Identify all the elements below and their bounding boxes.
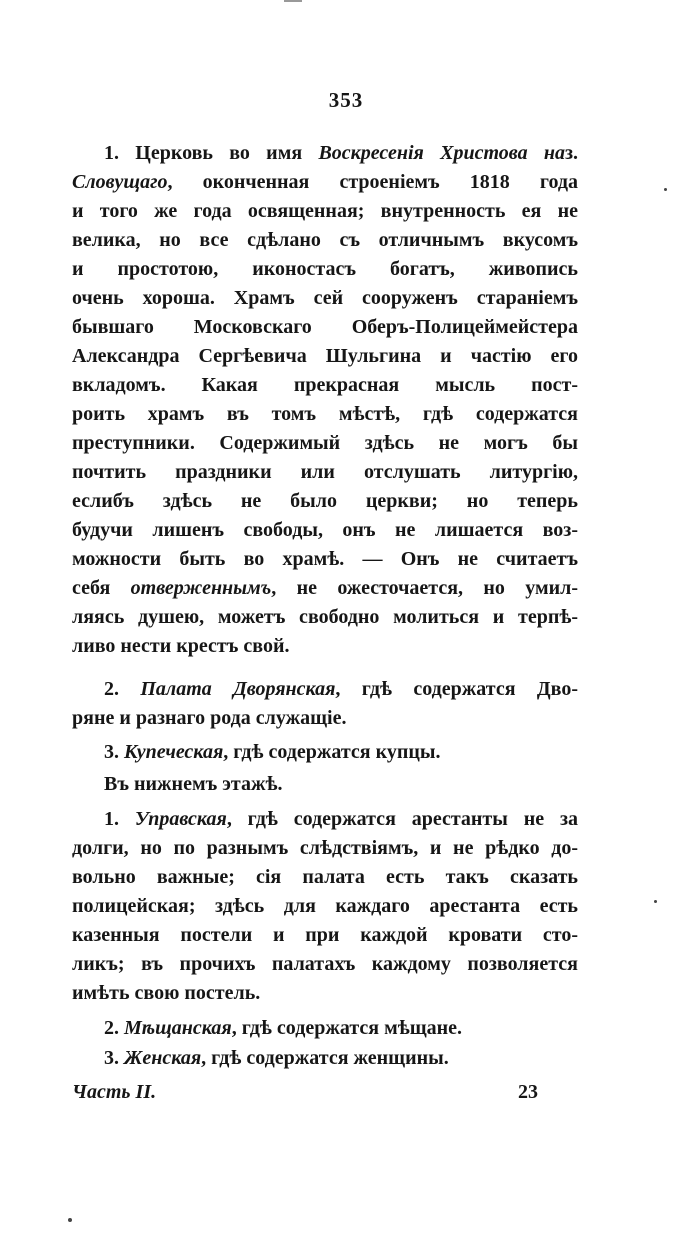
text-run: Въ нижнемъ этажѣ.	[104, 773, 283, 795]
text-line	[72, 371, 578, 399]
text-line	[104, 738, 578, 766]
italic-term: Купеческая	[124, 741, 224, 763]
text-run: ряне и разнаго рода служащіе.	[72, 707, 347, 729]
text-run: преступники. Содержимый здѣсь не могъ бы	[72, 432, 578, 454]
text-run: и того же года освященная; внутренность ея не	[72, 200, 578, 222]
text-run: , гдѣ содержатся арестанты не за	[226, 808, 578, 830]
text-run: вкладомъ. Какая прекрасная мысль пост-	[72, 374, 578, 396]
italic-term: отверженнымъ	[130, 577, 272, 599]
text-line	[72, 632, 578, 660]
text-run: очень хороша. Храмъ сей сооруженъ стараніемъ	[72, 287, 578, 309]
text-line	[72, 892, 578, 920]
page-footer	[72, 1078, 578, 1106]
text-line	[72, 313, 578, 341]
text-run: , гдѣ содержатся Дво-	[335, 678, 578, 700]
text-line	[72, 226, 578, 254]
text-run: 1.	[104, 808, 135, 830]
text-line	[72, 921, 578, 949]
text-line	[104, 675, 578, 703]
text-line	[72, 400, 578, 428]
page-number: 353	[328, 88, 364, 112]
text-run: ливо нести крестъ свой.	[72, 635, 290, 657]
text-run: , гдѣ содержатся мѣщане.	[231, 1017, 463, 1039]
text-run: велика, но все сдѣлано съ отличнымъ вкусомъ	[72, 229, 578, 251]
text-line	[72, 979, 578, 1007]
text-run: имѣть свою постель.	[72, 982, 261, 1004]
text-run: роить храмъ въ томъ мѣстѣ, гдѣ содержатся	[72, 403, 578, 425]
text-run: , гдѣ содержатся купцы.	[223, 741, 441, 763]
text-line	[104, 1014, 578, 1042]
text-line	[72, 284, 578, 312]
text-run: ляясь душею, можетъ свободно молиться и терпѣ-	[72, 606, 578, 628]
text-run: 3.	[104, 1047, 124, 1069]
italic-term: Словущаго	[72, 171, 168, 193]
text-line	[72, 458, 578, 486]
italic-term: Мѣщанская	[124, 1017, 232, 1039]
text-run: и простотою, иконостасъ богатъ, живопись	[72, 258, 578, 280]
text-run: , гдѣ содержатся женщины.	[201, 1047, 449, 1069]
text-run: , оконченная строеніемъ 1818 года	[167, 171, 578, 193]
text-run: себя	[72, 577, 131, 599]
text-line	[104, 770, 578, 798]
italic-term: Управская	[134, 808, 227, 830]
text-line	[72, 197, 578, 225]
text-line	[72, 574, 578, 602]
signature-mark: 23	[518, 1081, 538, 1103]
text-line	[72, 603, 578, 631]
text-line	[72, 950, 578, 978]
text-run: Александра Сергѣевича Шульгина и частію его	[72, 345, 578, 367]
text-run: казенныя постели и при каждой кровати сто-	[72, 924, 578, 946]
volume-label: Часть II.	[72, 1081, 157, 1103]
text-line	[72, 516, 578, 544]
text-run: з.	[564, 142, 578, 164]
italic-term: Воскресенія Христова на	[318, 142, 565, 164]
text-run: можности быть во храмѣ. — Онъ не считаетъ	[72, 548, 578, 570]
text-run: еслибъ здѣсь не было церкви; но теперь	[72, 490, 578, 512]
text-line	[72, 429, 578, 457]
text-run: долги, но по разнымъ слѣдствіямъ, и не рѣдко до-	[72, 837, 578, 859]
text-line	[104, 139, 578, 167]
text-line	[72, 545, 578, 573]
text-line	[72, 342, 578, 370]
text-run: почтить праздники или отслушать литургію,	[72, 461, 578, 483]
text-run: вольно важные; сія палата есть такъ сказать	[72, 866, 578, 888]
text-run: 3.	[104, 741, 124, 763]
text-line	[72, 863, 578, 891]
text-run: 1. Церковь во имя	[104, 142, 319, 164]
text-line	[72, 487, 578, 515]
italic-term: Палата Дворянская	[140, 678, 336, 700]
top-edge-mark	[284, 0, 302, 2]
text-run: ликъ; въ прочихъ палатахъ каждому позволяется	[72, 953, 578, 975]
text-run: 2.	[104, 1017, 124, 1039]
text-line	[72, 704, 578, 732]
text-line	[104, 1044, 578, 1072]
text-run: будучи лишенъ свободы, онъ не лишается воз-	[72, 519, 578, 541]
text-run: , не ожесточается, но умил-	[271, 577, 578, 599]
text-run: полицейская; здѣсь для каждаго арестанта есть	[72, 895, 578, 917]
paper-speck	[654, 900, 657, 903]
paper-speck	[68, 1218, 72, 1222]
text-line	[72, 168, 578, 196]
text-line	[72, 255, 578, 283]
paper-speck	[664, 188, 667, 191]
italic-term: Женская	[124, 1047, 202, 1069]
text-run: бывшаго Московскаго Оберъ-Полицеймейстера	[72, 316, 578, 338]
text-line	[104, 805, 578, 833]
text-run: 2.	[104, 678, 141, 700]
text-line	[72, 834, 578, 862]
